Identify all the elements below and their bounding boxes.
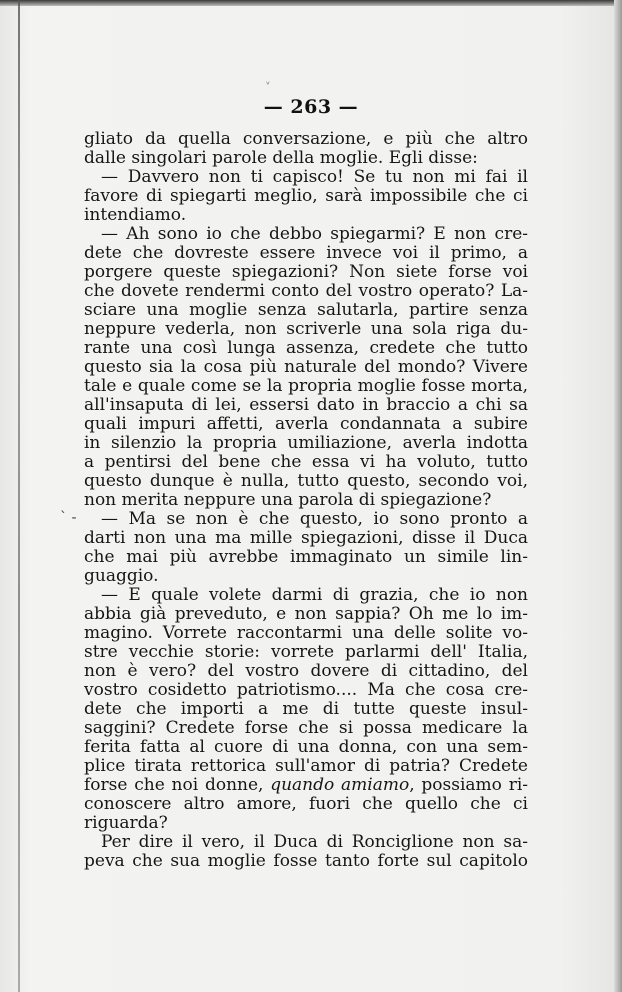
text-line: abbia già preveduto, e non sappia? Oh me lo im- — [84, 605, 528, 624]
text-line: neppure vederla, non scriverle una sola riga du- — [84, 320, 528, 339]
text-line: peva che sua moglie fosse tanto forte sul capitolo — [84, 852, 528, 871]
italic-phrase: quando amiamo — [270, 776, 410, 795]
text-line: — E quale volete darmi di grazia, che io non — [101, 586, 528, 605]
text-line: questo dunque è nulla, tutto questo, secondo voi, — [84, 472, 528, 491]
text-line: guaggio. — [84, 567, 159, 586]
text-line: non è vero? del vostro dovere di cittadino, del — [84, 662, 528, 681]
text-line: riguarda? — [84, 814, 168, 833]
text-line: a pentirsi del bene che essa vi ha voluto, tutto — [84, 453, 528, 472]
text-line: ferita fatta al cuore di una donna, con una sem- — [84, 738, 528, 757]
page-number: — 263 — — [263, 96, 359, 118]
text-line: porgere queste spiegazioni? Non siete forse voi — [84, 263, 528, 282]
text-line: plice tirata rettorica sull'amor di patria? Credete — [84, 757, 528, 776]
text-line: intendiamo. — [84, 206, 187, 225]
text-line: che mai più avrebbe immaginato un simile lin- — [84, 548, 528, 567]
text-line: questo sia la cosa più naturale del mondo? Vivere — [84, 358, 528, 377]
margin-mark: ` ‑ — [60, 510, 77, 526]
text-line: Per dire il vero, il Duca di Ronciglione non sa- — [101, 833, 528, 852]
text-line: forse che noi donne, quando amiamo, possiamo ri- — [84, 776, 528, 795]
text-line: dalle singolari parole della moglie. Egli disse: — [84, 149, 478, 168]
top-mark: ᵛ — [266, 80, 271, 91]
text-line: magino. Vorrete raccontarmi una delle solite vo- — [84, 624, 528, 643]
text-line: conoscere altro amore, fuori che quello che ci — [84, 795, 528, 814]
text-line: dete che dovreste essere invece voi il primo, a — [84, 244, 528, 263]
text-line: saggini? Credete forse che si possa medicare la — [84, 719, 528, 738]
body-text — [84, 130, 528, 871]
page-right-edge — [614, 0, 622, 992]
text-line: che dovete rendermi conto del vostro operato? La- — [84, 282, 528, 301]
text-line: tale e quale come se la propria moglie fosse morta, — [84, 377, 528, 396]
text-line: gliato da quella conversazione, e più che altro — [84, 130, 528, 149]
page-top-edge — [0, 0, 622, 6]
text-line: darti non una ma mille spiegazioni, disse il Duca — [84, 529, 528, 548]
text-line: — Ma se non è che questo, io sono pronto a — [101, 510, 528, 529]
text-line: vostro cosidetto patriotismo.... Ma che cosa cre- — [84, 681, 528, 700]
text-line: dete che importi a me di tutte queste insul- — [84, 700, 528, 719]
text-line: — Ah sono io che debbo spiegarmi? E non cre- — [101, 225, 528, 244]
text-line: non merita neppure una parola di spiegazione? — [84, 491, 492, 510]
text-line: — Davvero non ti capisco! Se tu non mi fai il — [101, 168, 528, 187]
text-line: rante una così lunga assenza, credete che tutto — [84, 339, 528, 358]
text-line: sciare una moglie senza salutarla, partire senza — [84, 301, 528, 320]
text-line: favore di spiegarti meglio, sarà impossibile che ci — [84, 187, 528, 206]
text-line: quali impuri affetti, averla condannata a subire — [84, 415, 528, 434]
text-line: in silenzio la propria umiliazione, averla indotta — [84, 434, 528, 453]
page-left-edge — [18, 0, 20, 992]
text-line: stre vecchie storie: vorrete parlarmi dell' Italia, — [84, 643, 528, 662]
text-line: all'insaputa di lei, essersi dato in braccio a chi sa — [84, 396, 528, 415]
